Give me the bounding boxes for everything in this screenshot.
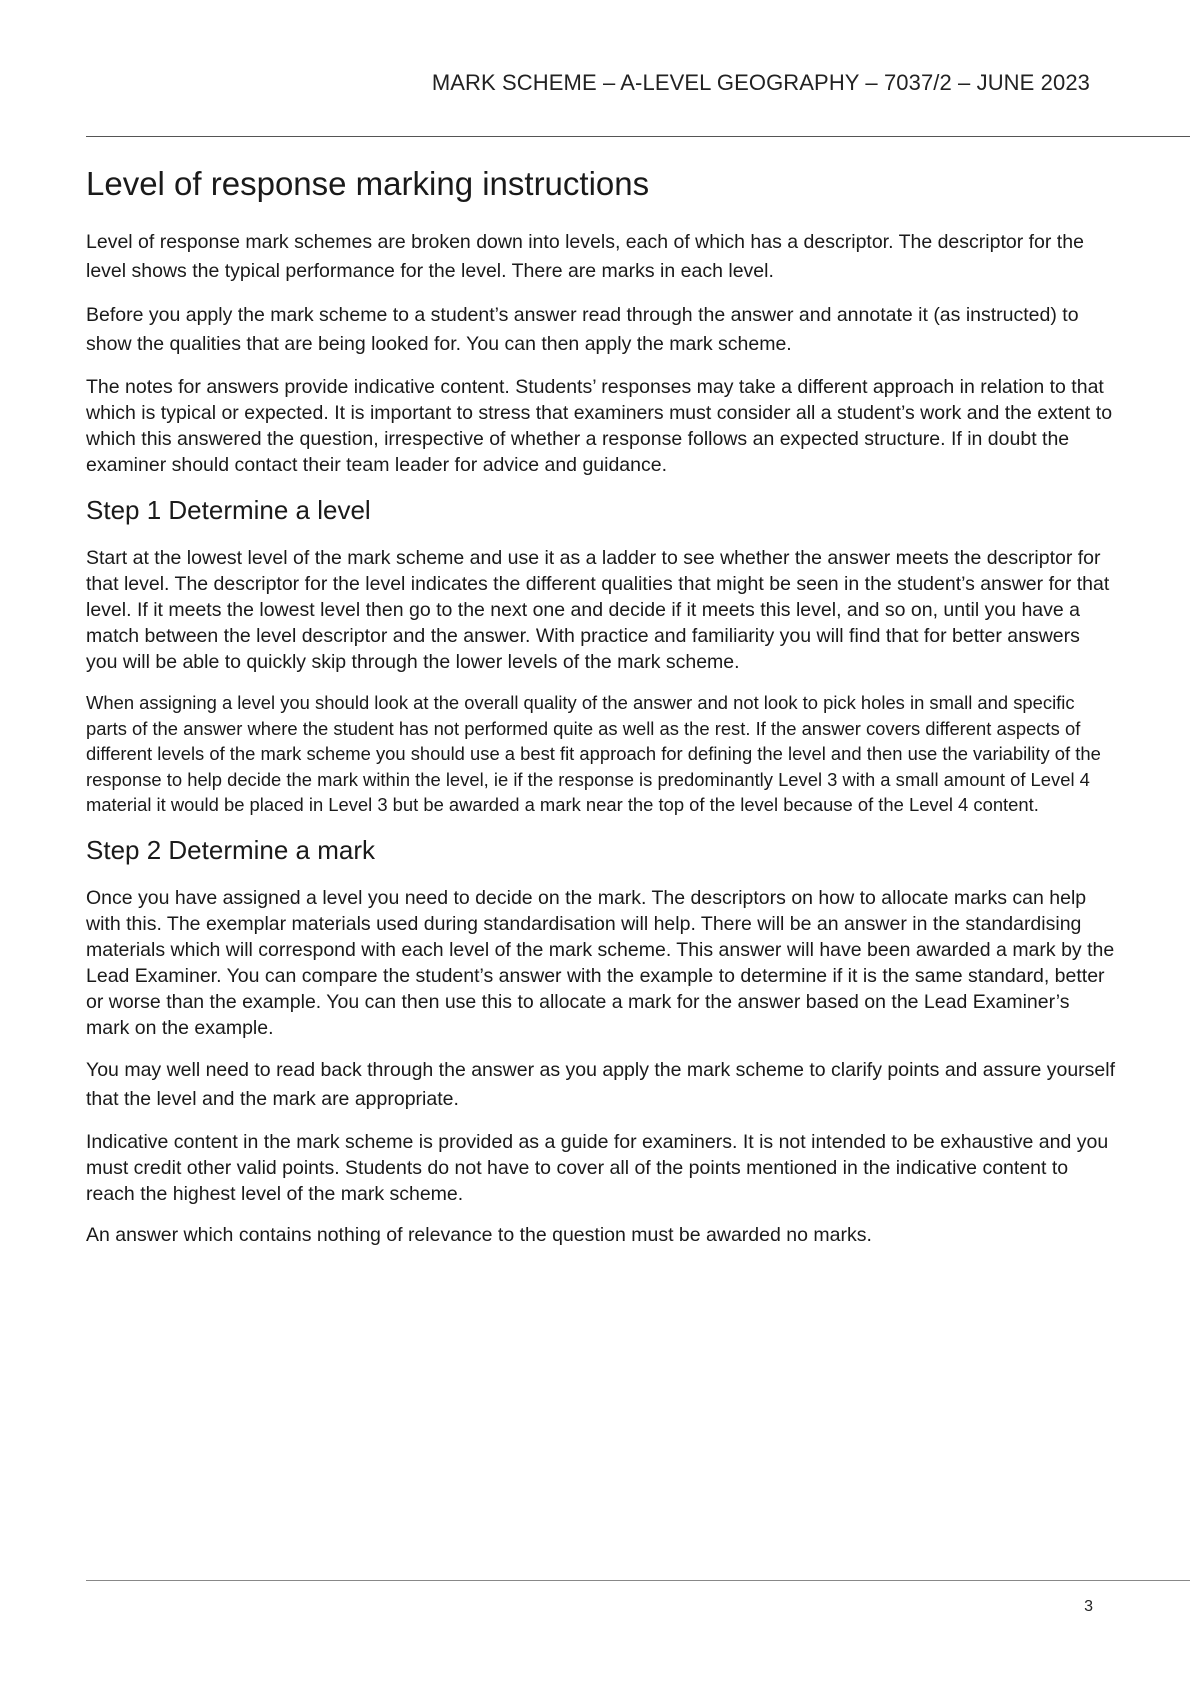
header-divider	[86, 136, 1190, 137]
intro-paragraph-2: Before you apply the mark scheme to a student’s answer read through the answer and annotate it (as instructed) to show the qualities that are being looked for. You can then apply the mark scheme.	[86, 304, 1079, 355]
step1-paragraph-1: Start at the lowest level of the mark scheme and use it as a ladder to see whether the answer meets the descriptor for that level. The descriptor for the level indicates the different qualities that might be seen in the student’s answer for that level. If it meets the lowest level then go to the next one and decide if it meets this level, and so on, until you have a match between the level descriptor and the answer. With practice and familiarity you will find that for better answers you will be able to quickly skip through the lower levels of the mark scheme.	[86, 547, 1110, 673]
step2-paragraph-4: An answer which contains nothing of relevance to the question must be awarded no marks.	[86, 1223, 872, 1246]
step1-heading: Step 1 Determine a level	[86, 495, 371, 525]
step2-paragraph-2: You may well need to read back through the answer as you apply the mark scheme to clarify points and assure yourself that the level and the mark are appropriate.	[86, 1058, 1116, 1110]
intro-paragraph-3: The notes for answers provide indicative content. Students’ responses may take a different approach in relation to that which is typical or expected. It is important to stress that examiners must consider all a student’s work and the extent to which this answered the question, irrespective of whether a response follows an expected structure. If in doubt the examiner should contact their team leader for advice and guidance.	[86, 376, 1113, 476]
intro-paragraph-1: Level of response mark schemes are broken down into levels, each of which has a descriptor. The descriptor for the level shows the typical performance for the level. There are marks in each level.	[86, 231, 1084, 282]
page-number: 3	[1084, 1598, 1093, 1615]
footer-divider	[86, 1580, 1190, 1581]
step2-paragraph-3: Indicative content in the mark scheme is provided as a guide for examiners. It is not intended to be exhaustive and you must credit other valid points. Students do not have to cover all of the points mentioned in the indicative content to reach the highest level of the mark scheme.	[86, 1130, 1109, 1205]
running-header: MARK SCHEME – A-LEVEL GEOGRAPHY – 7037/2 – JUNE 2023	[431, 70, 1090, 95]
page-title: Level of response marking instructions	[86, 165, 650, 202]
step2-heading: Step 2 Determine a mark	[86, 834, 376, 865]
step2-paragraph-1: Once you have assigned a level you need to decide on the mark. The descriptors on how to allocate marks can help with this. The exemplar materials used during standardisation will help. There will be an answer in the standardising materials which will correspond with each level of the mark scheme. This answer will have been awarded a mark by the Lead Examiner. You can compare the student’s answer with the example to determine if it is the same standard, better or worse than the example. You can then use this to allocate a mark for the answer based on the Lead Examiner’s mark on the example.	[86, 886, 1115, 1039]
step1-paragraph-2: When assigning a level you should look at the overall quality of the answer and not look to pick holes in small and specific parts of the answer where the student has not performed quite as well as the rest. If the answer covers different aspects of different levels of the mark scheme you should use a best fit approach for defining the level and then use the variability of the response to help decide the mark within the level, ie if the response is predominantly Level 3 with a small amount of Level 4 material it would be placed in Level 3 but be awarded a mark near the top of the level because of the Level 4 content.	[86, 692, 1101, 815]
page-content	[86, 162, 1116, 1263]
